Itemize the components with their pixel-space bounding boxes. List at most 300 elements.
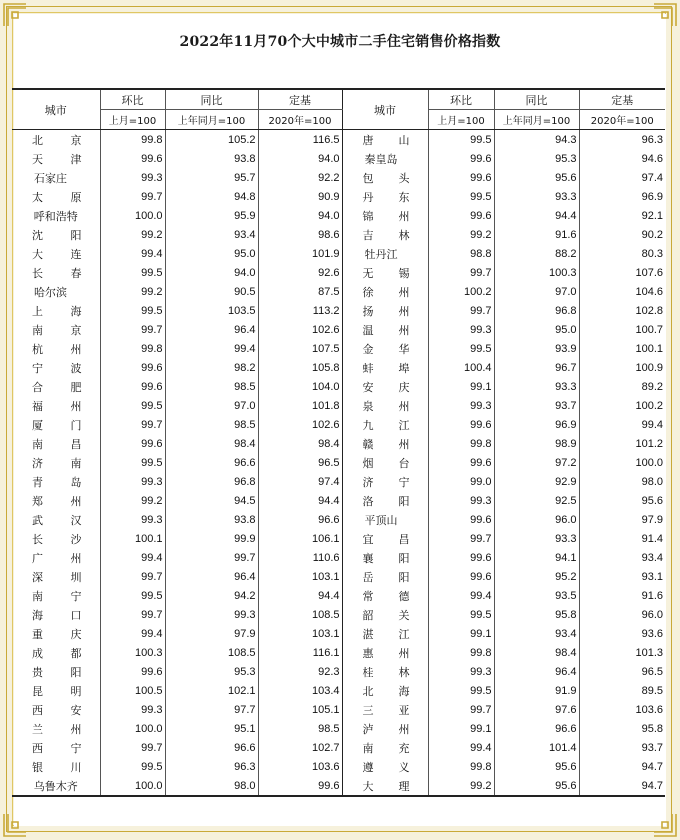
table-row xyxy=(12,149,665,168)
city-name: 呼和浩特 xyxy=(33,209,78,223)
city-name-part: 亚 xyxy=(398,703,410,717)
mom-value: 99.3 xyxy=(428,320,494,339)
table-row xyxy=(12,567,665,586)
yoy-value: 94.5 xyxy=(165,491,258,510)
city-name-part: 山 xyxy=(398,133,410,147)
table-row xyxy=(12,624,665,643)
mom-value: 99.7 xyxy=(428,263,494,282)
city-cell xyxy=(12,263,100,282)
header-yoy: 同比 xyxy=(494,89,579,110)
city-cell xyxy=(12,339,100,358)
city-name-part: 州 xyxy=(398,646,410,660)
page-title: 2022年11月70个大中城市二手住宅销售价格指数 xyxy=(179,34,501,50)
city-name-part: 湛 xyxy=(362,627,374,641)
city-name-part: 汉 xyxy=(70,513,82,527)
city-cell xyxy=(342,624,428,643)
base-value: 92.3 xyxy=(258,662,342,681)
table-row xyxy=(12,415,665,434)
base-value: 103.6 xyxy=(258,757,342,776)
city-name-part: 昌 xyxy=(70,437,82,451)
city-cell xyxy=(342,358,428,377)
base-value: 90.9 xyxy=(258,187,342,206)
yoy-value: 95.8 xyxy=(494,605,579,624)
city-cell xyxy=(342,339,428,358)
city-name-part: 洛 xyxy=(362,494,374,508)
city-name-part: 西 xyxy=(32,703,43,717)
yoy-value: 98.2 xyxy=(165,358,258,377)
yoy-value: 94.0 xyxy=(165,263,258,282)
yoy-value: 103.5 xyxy=(165,301,258,320)
city-name-part: 青 xyxy=(32,475,43,489)
header-base: 定基 xyxy=(579,89,665,110)
city-cell xyxy=(12,396,100,415)
city-name-part: 州 xyxy=(398,209,410,223)
yoy-value: 94.2 xyxy=(165,586,258,605)
header-mom-sub: 上月=100 xyxy=(100,110,165,130)
yoy-value: 96.4 xyxy=(165,320,258,339)
base-value: 108.5 xyxy=(258,605,342,624)
city-name-part: 林 xyxy=(398,228,410,242)
yoy-value: 95.3 xyxy=(494,149,579,168)
city-name-part: 成 xyxy=(32,646,43,660)
city-cell xyxy=(342,738,428,757)
base-value: 92.1 xyxy=(579,206,665,225)
city-name-part: 惠 xyxy=(362,646,374,660)
city-name-part: 锡 xyxy=(398,266,410,280)
city-name-part: 无 xyxy=(362,266,374,280)
table-row xyxy=(12,643,665,662)
table-row xyxy=(12,377,665,396)
base-value: 103.6 xyxy=(579,700,665,719)
mom-value: 99.1 xyxy=(428,377,494,396)
base-value: 102.6 xyxy=(258,320,342,339)
city-name-part: 海 xyxy=(70,304,82,318)
mom-value: 99.6 xyxy=(100,662,165,681)
base-value: 98.4 xyxy=(258,434,342,453)
city-cell xyxy=(12,453,100,472)
city-name-part: 徐 xyxy=(362,285,374,299)
yoy-value: 93.4 xyxy=(165,225,258,244)
table-row xyxy=(12,681,665,700)
city-name-part: 大 xyxy=(362,779,374,793)
base-value: 113.2 xyxy=(258,301,342,320)
city-name-part: 江 xyxy=(398,418,410,432)
mom-value: 99.8 xyxy=(100,130,165,150)
corner-ornament-icon xyxy=(652,2,678,28)
base-value: 94.4 xyxy=(258,586,342,605)
city-name-part: 长 xyxy=(32,266,43,280)
table-row xyxy=(12,719,665,738)
yoy-value: 95.0 xyxy=(494,320,579,339)
city-cell xyxy=(12,567,100,586)
base-value: 93.7 xyxy=(579,738,665,757)
city-name-part: 庆 xyxy=(398,380,410,394)
city-name-part: 川 xyxy=(70,760,82,774)
mom-value: 99.2 xyxy=(428,776,494,796)
base-value: 89.5 xyxy=(579,681,665,700)
city-name-part: 州 xyxy=(398,323,410,337)
yoy-value: 91.6 xyxy=(494,225,579,244)
city-name-part: 岛 xyxy=(70,475,82,489)
city-name-part: 蚌 xyxy=(362,361,374,375)
yoy-value: 97.7 xyxy=(165,700,258,719)
city-name-part: 兰 xyxy=(32,722,43,736)
city-name-part: 济 xyxy=(32,456,43,470)
city-cell xyxy=(12,643,100,662)
city-name-part: 常 xyxy=(362,589,374,603)
city-name-part: 州 xyxy=(70,342,82,356)
mom-value: 99.6 xyxy=(100,149,165,168)
corner-ornament-icon xyxy=(652,812,678,838)
mom-value: 99.5 xyxy=(428,130,494,150)
city-cell xyxy=(12,149,100,168)
city-cell xyxy=(12,681,100,700)
yoy-value: 98.4 xyxy=(494,643,579,662)
city-name-part: 口 xyxy=(70,608,82,622)
city-name-part: 丹 xyxy=(362,190,374,204)
base-value: 103.4 xyxy=(258,681,342,700)
city-name-part: 宁 xyxy=(32,361,43,375)
mom-value: 99.2 xyxy=(428,225,494,244)
city-name-part: 州 xyxy=(398,399,410,413)
corner-ornament-icon xyxy=(2,812,28,838)
yoy-value: 92.9 xyxy=(494,472,579,491)
yoy-value: 96.8 xyxy=(494,301,579,320)
header-yoy-sub: 上年同月=100 xyxy=(165,110,258,130)
city-name-part: 昌 xyxy=(398,532,410,546)
mom-value: 99.3 xyxy=(100,168,165,187)
table-row xyxy=(12,320,665,339)
table-row xyxy=(12,510,665,529)
base-value: 105.1 xyxy=(258,700,342,719)
city-name-part: 原 xyxy=(70,190,82,204)
mom-value: 99.6 xyxy=(428,149,494,168)
city-name-part: 东 xyxy=(398,190,410,204)
city-name-part: 都 xyxy=(70,646,82,660)
city-name-part: 南 xyxy=(32,323,43,337)
mom-value: 99.5 xyxy=(100,453,165,472)
city-name-part: 扬 xyxy=(362,304,374,318)
yoy-value: 96.9 xyxy=(494,415,579,434)
city-cell xyxy=(342,548,428,567)
base-value: 90.2 xyxy=(579,225,665,244)
yoy-value: 94.4 xyxy=(494,206,579,225)
city-cell xyxy=(12,624,100,643)
city-cell xyxy=(12,415,100,434)
mom-value: 99.4 xyxy=(428,586,494,605)
city-name-part: 庆 xyxy=(70,627,82,641)
mom-value: 99.5 xyxy=(428,605,494,624)
city-cell xyxy=(342,396,428,415)
city-cell xyxy=(342,586,428,605)
base-value: 87.5 xyxy=(258,282,342,301)
city-name: 哈尔滨 xyxy=(34,285,67,299)
yoy-value: 93.7 xyxy=(494,396,579,415)
city-name-part: 埠 xyxy=(398,361,410,375)
base-value: 100.9 xyxy=(579,358,665,377)
city-cell xyxy=(12,586,100,605)
city-name-part: 林 xyxy=(398,665,410,679)
city-name-part: 阳 xyxy=(70,665,82,679)
base-value: 94.7 xyxy=(579,757,665,776)
mom-value: 99.7 xyxy=(428,529,494,548)
city-name-part: 桂 xyxy=(362,665,374,679)
mom-value: 98.8 xyxy=(428,244,494,263)
city-name-part: 三 xyxy=(362,703,374,717)
yoy-value: 95.7 xyxy=(165,168,258,187)
city-name-part: 九 xyxy=(362,418,374,432)
city-name-part: 州 xyxy=(70,399,82,413)
city-name-part: 阳 xyxy=(398,570,410,584)
yoy-value: 95.2 xyxy=(494,567,579,586)
base-value: 116.5 xyxy=(258,130,342,150)
mom-value: 99.8 xyxy=(100,339,165,358)
city-name-part: 圳 xyxy=(70,570,82,584)
yoy-value: 96.8 xyxy=(165,472,258,491)
yoy-value: 93.3 xyxy=(494,187,579,206)
yoy-value: 90.5 xyxy=(165,282,258,301)
mom-value: 99.6 xyxy=(100,377,165,396)
yoy-value: 94.8 xyxy=(165,187,258,206)
corner-ornament-icon xyxy=(2,2,28,28)
mom-value: 99.4 xyxy=(100,244,165,263)
base-value: 97.9 xyxy=(579,510,665,529)
mom-value: 99.7 xyxy=(428,700,494,719)
city-name-part: 海 xyxy=(398,684,410,698)
city-cell xyxy=(342,225,428,244)
yoy-value: 99.4 xyxy=(165,339,258,358)
yoy-value: 93.4 xyxy=(494,624,579,643)
city-name-part: 武 xyxy=(32,513,43,527)
yoy-value: 108.5 xyxy=(165,643,258,662)
yoy-value: 98.4 xyxy=(165,434,258,453)
city-cell xyxy=(12,510,100,529)
city-name-part: 州 xyxy=(398,304,410,318)
city-cell xyxy=(342,529,428,548)
base-value: 110.6 xyxy=(258,548,342,567)
mom-value: 99.7 xyxy=(100,415,165,434)
base-value: 101.2 xyxy=(579,434,665,453)
yoy-value: 93.8 xyxy=(165,149,258,168)
mom-value: 99.6 xyxy=(428,567,494,586)
yoy-value: 94.1 xyxy=(494,548,579,567)
base-value: 92.6 xyxy=(258,263,342,282)
base-value: 102.8 xyxy=(579,301,665,320)
city-name-part: 南 xyxy=(362,741,374,755)
mom-value: 100.0 xyxy=(100,719,165,738)
base-value: 96.9 xyxy=(579,187,665,206)
mom-value: 99.6 xyxy=(428,206,494,225)
base-value: 96.0 xyxy=(579,605,665,624)
yoy-value: 94.3 xyxy=(494,130,579,150)
city-cell xyxy=(12,757,100,776)
city-cell xyxy=(342,510,428,529)
base-value: 100.2 xyxy=(579,396,665,415)
city-name-part: 包 xyxy=(362,171,374,185)
city-name-part: 江 xyxy=(398,627,410,641)
city-cell xyxy=(342,320,428,339)
city-name: 石家庄 xyxy=(34,171,67,185)
city-cell xyxy=(342,434,428,453)
city-cell xyxy=(342,491,428,510)
city-name-part: 南 xyxy=(70,456,82,470)
mom-value: 99.6 xyxy=(428,168,494,187)
table-row xyxy=(12,472,665,491)
base-value: 103.1 xyxy=(258,624,342,643)
header-city: 城市 xyxy=(12,89,100,130)
city-cell xyxy=(12,206,100,225)
header-base-sub: 2020年=100 xyxy=(258,110,342,130)
city-name-part: 银 xyxy=(32,760,43,774)
base-value: 96.3 xyxy=(579,130,665,150)
city-name-part: 遵 xyxy=(362,760,374,774)
base-value: 93.6 xyxy=(579,624,665,643)
mom-value: 99.7 xyxy=(428,301,494,320)
mom-value: 99.5 xyxy=(100,757,165,776)
city-name-part: 贵 xyxy=(32,665,43,679)
table-row xyxy=(12,548,665,567)
mom-value: 99.5 xyxy=(100,396,165,415)
base-value: 99.4 xyxy=(579,415,665,434)
base-value: 94.4 xyxy=(258,491,342,510)
mom-value: 100.3 xyxy=(100,643,165,662)
base-value: 104.6 xyxy=(579,282,665,301)
city-name-part: 韶 xyxy=(362,608,374,622)
base-value: 95.6 xyxy=(579,491,665,510)
yoy-value: 99.3 xyxy=(165,605,258,624)
city-name-part: 吉 xyxy=(362,228,374,242)
city-cell xyxy=(342,567,428,586)
base-value: 98.6 xyxy=(258,225,342,244)
mom-value: 99.6 xyxy=(428,453,494,472)
mom-value: 99.7 xyxy=(100,567,165,586)
yoy-value: 92.5 xyxy=(494,491,579,510)
city-name-part: 沈 xyxy=(32,228,43,242)
yoy-value: 99.9 xyxy=(165,529,258,548)
city-name-part: 郑 xyxy=(32,494,43,508)
table-row xyxy=(12,301,665,320)
mom-value: 99.3 xyxy=(100,510,165,529)
header-yoy: 同比 xyxy=(165,89,258,110)
yoy-value: 93.9 xyxy=(494,339,579,358)
mom-value: 100.4 xyxy=(428,358,494,377)
mom-value: 99.7 xyxy=(100,187,165,206)
header-base: 定基 xyxy=(258,89,342,110)
table-row xyxy=(12,586,665,605)
yoy-value: 102.1 xyxy=(165,681,258,700)
yoy-value: 93.3 xyxy=(494,529,579,548)
yoy-value: 96.3 xyxy=(165,757,258,776)
city-name-part: 济 xyxy=(362,475,374,489)
yoy-value: 95.6 xyxy=(494,776,579,796)
city-cell xyxy=(342,263,428,282)
city-name-part: 南 xyxy=(32,437,43,451)
city-name-part: 宜 xyxy=(362,532,374,546)
base-value: 80.3 xyxy=(579,244,665,263)
yoy-value: 98.0 xyxy=(165,776,258,796)
city-name-part: 北 xyxy=(32,133,43,147)
city-name-part: 宁 xyxy=(398,475,410,489)
yoy-value: 96.7 xyxy=(494,358,579,377)
yoy-value: 98.5 xyxy=(165,377,258,396)
city-cell xyxy=(12,548,100,567)
city-name-part: 义 xyxy=(398,760,410,774)
city-name-part: 温 xyxy=(362,323,374,337)
city-name: 秦皇岛 xyxy=(364,152,398,166)
yoy-value: 96.0 xyxy=(494,510,579,529)
city-cell xyxy=(12,434,100,453)
mom-value: 100.5 xyxy=(100,681,165,700)
yoy-value: 105.2 xyxy=(165,130,258,150)
city-cell xyxy=(12,719,100,738)
base-value: 91.4 xyxy=(579,529,665,548)
table-row xyxy=(12,282,665,301)
city-cell xyxy=(342,662,428,681)
city-cell xyxy=(12,225,100,244)
city-name-part: 金 xyxy=(362,342,374,356)
base-value: 93.1 xyxy=(579,567,665,586)
city-cell xyxy=(342,301,428,320)
header-yoy-sub: 上年同月=100 xyxy=(494,110,579,130)
city-name-part: 州 xyxy=(70,722,82,736)
table-row xyxy=(12,529,665,548)
yoy-value: 93.5 xyxy=(494,586,579,605)
yoy-value: 93.8 xyxy=(165,510,258,529)
city-name-part: 津 xyxy=(70,152,82,166)
city-name-part: 锦 xyxy=(362,209,374,223)
table-row xyxy=(12,358,665,377)
base-value: 94.7 xyxy=(579,776,665,796)
base-value: 92.2 xyxy=(258,168,342,187)
city-cell xyxy=(342,643,428,662)
city-name: 牡丹江 xyxy=(364,247,398,261)
table-row xyxy=(12,700,665,719)
mom-value: 99.1 xyxy=(428,719,494,738)
city-cell xyxy=(12,662,100,681)
yoy-value: 98.9 xyxy=(494,434,579,453)
yoy-value: 99.7 xyxy=(165,548,258,567)
base-value: 105.8 xyxy=(258,358,342,377)
city-name-part: 京 xyxy=(70,323,82,337)
header-mom: 环比 xyxy=(100,89,165,110)
base-value: 89.2 xyxy=(579,377,665,396)
table-row xyxy=(12,434,665,453)
city-name-part: 充 xyxy=(398,741,410,755)
mom-value: 99.8 xyxy=(428,757,494,776)
mom-value: 99.5 xyxy=(100,586,165,605)
city-name-part: 德 xyxy=(398,589,410,603)
city-name-part: 京 xyxy=(70,133,82,147)
yoy-value: 95.3 xyxy=(165,662,258,681)
table-row xyxy=(12,206,665,225)
city-cell xyxy=(12,358,100,377)
mom-value: 99.6 xyxy=(428,510,494,529)
city-name-part: 头 xyxy=(398,171,410,185)
city-cell xyxy=(342,605,428,624)
mom-value: 100.1 xyxy=(100,529,165,548)
mom-value: 100.0 xyxy=(100,776,165,796)
mom-value: 99.7 xyxy=(100,738,165,757)
city-name-part: 理 xyxy=(398,779,410,793)
city-name-part: 安 xyxy=(70,703,82,717)
city-cell xyxy=(342,244,428,263)
city-cell xyxy=(12,301,100,320)
base-value: 96.6 xyxy=(258,510,342,529)
mom-value: 99.5 xyxy=(428,187,494,206)
table-row xyxy=(12,168,665,187)
base-value: 91.6 xyxy=(579,586,665,605)
yoy-value: 98.5 xyxy=(165,415,258,434)
